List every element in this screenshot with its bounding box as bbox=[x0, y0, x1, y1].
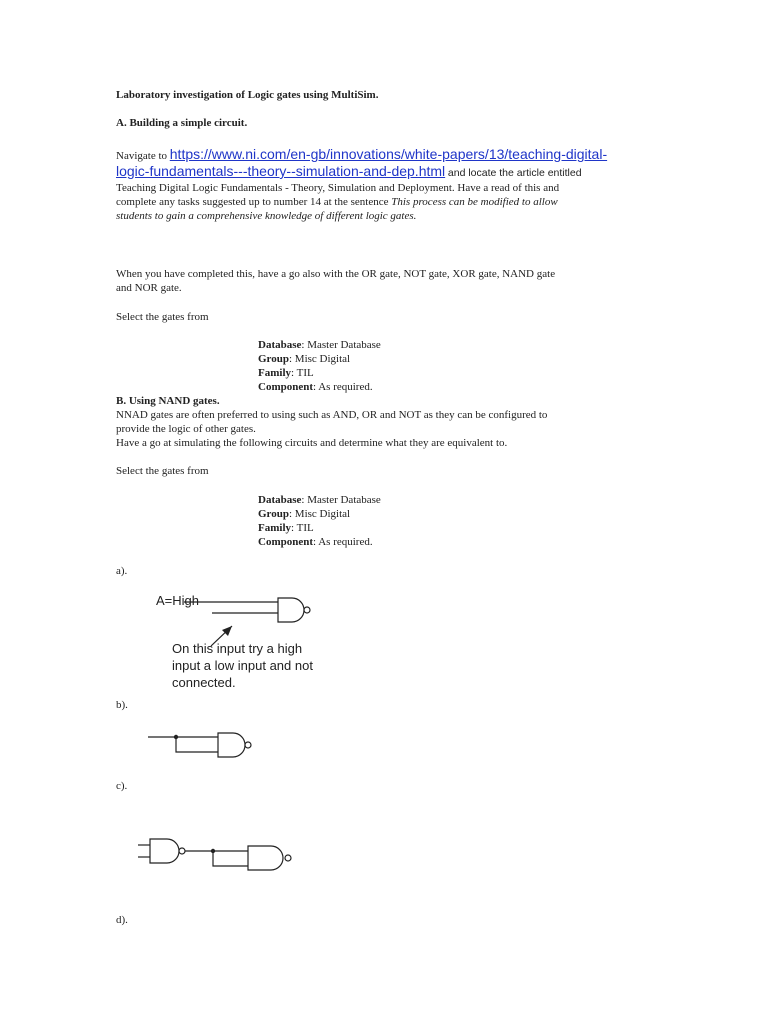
navigate-prefix: Navigate to bbox=[116, 150, 168, 162]
quoted-sentence-part1: This process can be modified to allow bbox=[391, 196, 558, 208]
spec-b-group: Group: Misc Digital bbox=[258, 508, 351, 520]
article-description-line2 bbox=[116, 195, 558, 209]
circuit-b-nand-bubble bbox=[245, 742, 251, 748]
circuit-a-note: On this input try a high input a low input and not connected. bbox=[172, 641, 313, 690]
completed-line1: When you have completed this, have a go also with the OR gate, NOT gate, XOR gate, NAND gate bbox=[116, 268, 556, 280]
spec-a-group: Group: Misc Digital bbox=[258, 353, 351, 365]
spec-b-database: Database: Master Database bbox=[258, 494, 381, 506]
select-gates-b: Select the gates from bbox=[116, 465, 209, 477]
spec-a-component: Component: As required. bbox=[258, 381, 373, 393]
article-description-line1: Teaching Digital Logic Fundamentals - Theory, Simulation and Deployment. Have a read of this and bbox=[116, 182, 560, 194]
circuit-c-label: c). bbox=[116, 780, 128, 792]
circuit-c-junction-dot bbox=[211, 849, 215, 853]
circuit-c-nand-bubble-1 bbox=[179, 848, 185, 854]
circuit-c-nand-gate-1 bbox=[150, 839, 179, 863]
completed-line2: and NOR gate. bbox=[116, 282, 182, 294]
section-a-heading: A. Building a simple circuit. bbox=[116, 117, 248, 129]
document-title: Laboratory investigation of Logic gates using MultiSim. bbox=[116, 89, 379, 101]
url-continuation-line bbox=[116, 163, 582, 182]
circuit-d-label: d). bbox=[116, 914, 128, 926]
quoted-sentence-part2: students to gain a comprehensive knowledge of different logic gates. bbox=[116, 210, 417, 222]
circuit-c-nand-bubble-2 bbox=[285, 855, 291, 861]
select-gates-a: Select the gates from bbox=[116, 311, 209, 323]
circuit-a-nand-gate bbox=[278, 598, 304, 622]
circuit-c-tied-input bbox=[213, 851, 248, 866]
circuit-a-nand-bubble bbox=[304, 607, 310, 613]
section-b-para-line1: NNAD gates are often preferred to using such as AND, OR and NOT as they can be configured to bbox=[116, 409, 548, 421]
spec-a-database: Database: Master Database bbox=[258, 339, 381, 351]
article-url-link-part1[interactable]: https://www.ni.com/en-gb/innovations/white-papers/13/teaching-digital- bbox=[169, 146, 608, 162]
spec-b-component: Component: As required. bbox=[258, 536, 373, 548]
section-b-para-line3: Have a go at simulating the following circuits and determine what they are equivalent to. bbox=[116, 437, 508, 449]
circuit-a-input-label: A=High bbox=[156, 593, 199, 608]
circuit-a-arrow-head-icon bbox=[222, 626, 232, 636]
circuit-a-label: a). bbox=[116, 565, 128, 577]
circuit-b-junction-dot bbox=[174, 735, 178, 739]
spec-a-family: Family: TIL bbox=[258, 367, 314, 379]
after-url-text: and locate the article entitled bbox=[447, 167, 582, 179]
task-instruction: complete any tasks suggested up to number 14 at the sentence bbox=[116, 196, 389, 208]
section-b-para-line2: provide the logic of other gates. bbox=[116, 423, 256, 435]
spec-b-family: Family: TIL bbox=[258, 522, 314, 534]
article-url-link-part2[interactable]: logic-fundamentals---theory--simulation-and-dep.html bbox=[116, 163, 446, 179]
circuit-b-nand-gate bbox=[218, 733, 245, 757]
circuit-b-tied-input bbox=[176, 737, 218, 752]
circuit-c-nand-gate-2 bbox=[248, 846, 283, 870]
circuit-b-label: b). bbox=[116, 699, 128, 711]
section-b-heading: B. Using NAND gates. bbox=[116, 395, 220, 407]
